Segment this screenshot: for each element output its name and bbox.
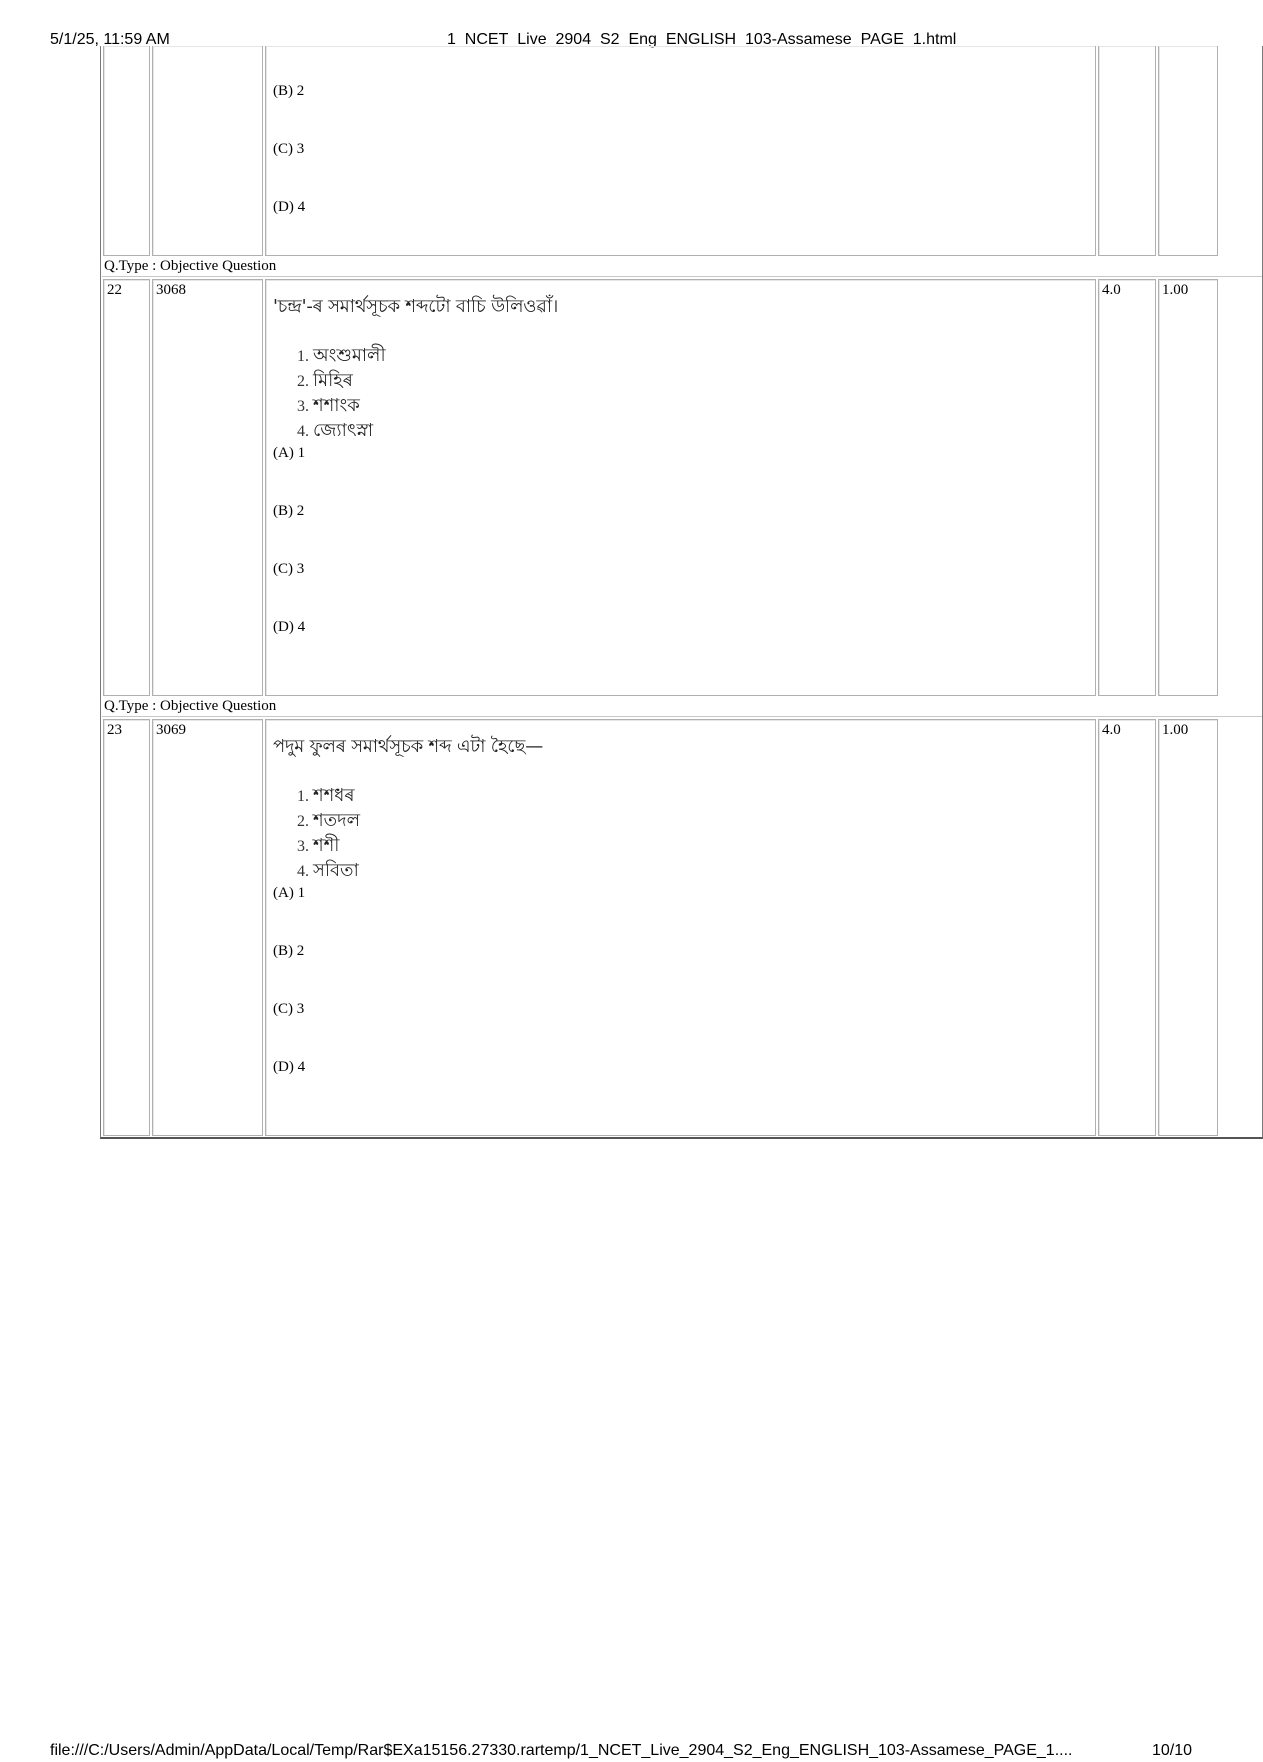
option-number: 1. <box>297 788 309 805</box>
option-number: 3. <box>297 838 309 855</box>
answer-choice: (D) 4 <box>273 619 306 635</box>
option-text: শশধৰ <box>313 785 355 806</box>
option-text: শশাংক <box>313 395 360 416</box>
answer-choice: (A) 1 <box>273 445 306 461</box>
question-body-cell <box>265 46 1096 256</box>
answer-choice: (B) 2 <box>273 83 305 99</box>
marks-cell <box>1098 46 1156 256</box>
question-id: 3069 <box>152 719 263 1136</box>
print-file-path: file:///C:/Users/Admin/AppData/Local/Temp/Rar$EXa15156.27330.rartemp/1_NCET_Live_2904_S2_Eng_ENGLISH_103-Assamese_PAGE_1.... <box>50 1742 1073 1759</box>
option-number: 3. <box>297 398 309 415</box>
print-datetime: 5/1/25, 11:59 AM <box>50 31 170 48</box>
option-item <box>297 418 1092 443</box>
option-text: শতদল <box>313 810 361 831</box>
answer-choice: (C) 3 <box>273 1001 305 1017</box>
negative-marks-value: 1.00 <box>1158 279 1218 696</box>
option-item <box>297 833 1092 858</box>
question-table-viewport <box>0 56 1189 1166</box>
option-item <box>297 858 1092 883</box>
question-row-previous <box>102 46 1262 257</box>
option-item <box>297 783 1092 808</box>
option-number: 4. <box>297 423 309 440</box>
answer-choice: (D) 4 <box>273 199 306 215</box>
option-list <box>297 783 1092 883</box>
option-number: 4. <box>297 863 309 880</box>
answer-choice: (B) 2 <box>273 503 305 519</box>
question-number-cell <box>103 46 150 256</box>
option-number: 1. <box>297 348 309 365</box>
print-page-number: 10/10 <box>1152 1742 1193 1759</box>
question-number: 23 <box>103 719 150 1136</box>
question-row <box>102 718 1262 1137</box>
option-number: 2. <box>297 813 309 830</box>
option-item <box>297 343 1092 368</box>
option-text: শশী <box>313 835 340 856</box>
question-type-label: Q.Type : Objective Question <box>102 257 1262 277</box>
option-number: 2. <box>297 373 309 390</box>
question-id: 3068 <box>152 279 263 696</box>
question-type-label: Q.Type : Objective Question <box>102 697 1262 717</box>
option-text: সবিতা <box>313 860 359 881</box>
negative-marks-cell <box>1158 46 1218 256</box>
question-id-cell <box>152 46 263 256</box>
option-item <box>297 393 1092 418</box>
question-row <box>102 278 1262 697</box>
answer-choice: (C) 3 <box>273 141 305 157</box>
question-body-cell <box>265 719 1096 1136</box>
marks-value: 4.0 <box>1098 719 1156 1136</box>
answer-choice: (D) 4 <box>273 1059 306 1075</box>
option-text: মিহিৰ <box>313 370 353 391</box>
question-number: 22 <box>103 279 150 696</box>
answer-choice: (A) 1 <box>273 885 306 901</box>
marks-value: 4.0 <box>1098 279 1156 696</box>
answer-choice: (B) 2 <box>273 943 305 959</box>
option-item <box>297 808 1092 833</box>
answer-choice: (C) 3 <box>273 561 305 577</box>
negative-marks-value: 1.00 <box>1158 719 1218 1136</box>
option-text: অংশুমালী <box>313 345 386 366</box>
question-stem: 'চন্দ্ৰ'-ৰ সমাৰ্থসূচক শব্দটো বাচি উলিওৱাঁ। <box>273 296 559 317</box>
option-list <box>297 343 1092 443</box>
option-item <box>297 368 1092 393</box>
print-footer <box>0 1742 1240 1762</box>
option-text: জ্যোৎস্না <box>313 420 374 441</box>
question-stem: পদুম ফুলৰ সমাৰ্থসূচক শব্দ এটা হৈছে— <box>273 736 544 757</box>
print-page-title: 1_NCET_Live_2904_S2_Eng_ENGLISH_103-Assamese_PAGE_1.html <box>447 31 957 48</box>
question-table <box>100 46 1263 1139</box>
question-body-cell <box>265 279 1096 696</box>
